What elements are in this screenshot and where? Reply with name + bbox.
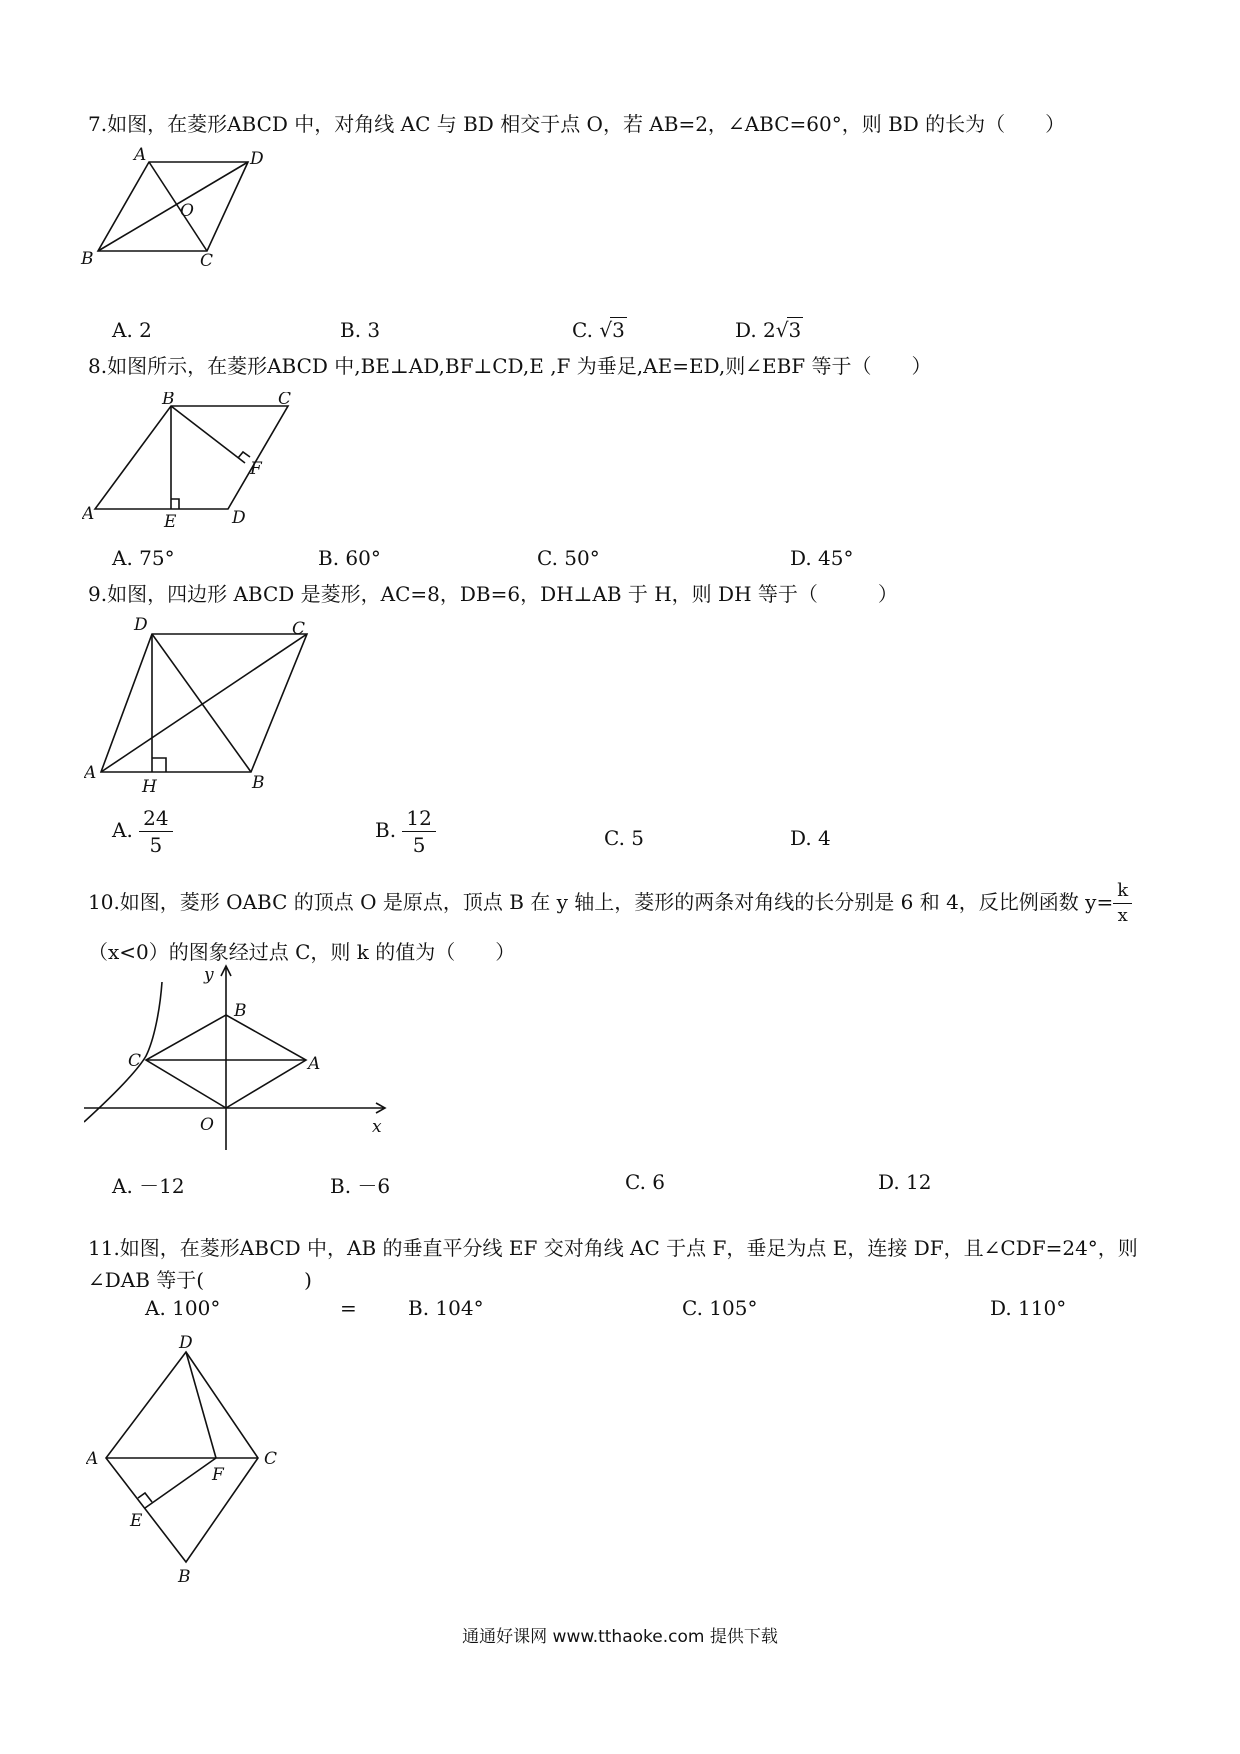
label-a: A: [84, 763, 97, 783]
label-y: y: [204, 965, 214, 985]
page-footer: 通通好课网 www.tthaoke.com 提供下载: [462, 1627, 778, 1647]
q10-fraction-k-over-x: $\frac{k}{x}$: [1113, 882, 1132, 925]
label-c: C: [292, 619, 306, 639]
q11-option-b[interactable]: B. 104°: [408, 1296, 484, 1320]
q8-option-a[interactable]: A. 75°: [112, 546, 175, 570]
q7-option-c-radicand: 3: [612, 318, 625, 342]
q7-option-a[interactable]: A. 2: [112, 318, 152, 342]
q9-option-a-prefix: A.: [112, 818, 140, 842]
diagonal-db: [152, 634, 251, 772]
q8-option-d[interactable]: D. 45°: [790, 546, 854, 570]
q10-option-a[interactable]: A. －12: [112, 1174, 185, 1198]
segment-df: [186, 1352, 216, 1458]
q9-option-b-fraction: $\frac{12}{5}$: [402, 808, 435, 855]
q9-option-d[interactable]: D. 4: [790, 826, 831, 850]
right-angle-f: [238, 452, 250, 458]
q8-option-b[interactable]: B. 60°: [318, 546, 381, 570]
label-b: B: [252, 773, 265, 793]
label-b: B: [234, 1001, 247, 1021]
q7-option-d-prefix: D. 2: [735, 318, 776, 342]
question-9-figure: [84, 612, 314, 802]
q8-option-c[interactable]: C. 50°: [537, 546, 600, 570]
right-angle-h: [152, 758, 166, 772]
label-x: x: [372, 1117, 382, 1137]
question-11-line-1: 11.如图，在菱形ABCD 中，AB 的垂直平分线 EF 交对角线 AC 于点 F，垂足为点 E，连接 DF，且∠CDF=24°，则: [88, 1236, 1138, 1260]
label-o: O: [180, 201, 194, 221]
q11-stray-mark: =: [340, 1296, 357, 1320]
label-e: E: [130, 1511, 143, 1531]
label-b: B: [81, 249, 94, 269]
q9-option-a-fraction: $\frac{24}{5}$: [139, 808, 172, 855]
label-f: F: [212, 1465, 224, 1485]
question-7-figure: [78, 140, 278, 272]
label-a: A: [134, 145, 147, 165]
label-o: O: [200, 1115, 214, 1135]
diagonal-bd: [98, 162, 248, 251]
q7-option-d[interactable]: D. 2√3: [735, 318, 802, 342]
label-a: A: [82, 504, 95, 524]
q9-option-c[interactable]: C. 5: [604, 826, 645, 850]
q7-option-d-radicand: 3: [788, 318, 802, 342]
question-8-text: 8.如图所示，在菱形ABCD 中,BE⊥AD,BF⊥CD,E ,F 为垂足,AE=ED,则∠EBF 等于（ ）: [88, 354, 932, 378]
label-b: B: [162, 392, 175, 409]
q9-option-b-prefix: B.: [375, 818, 403, 842]
label-h: H: [142, 777, 157, 797]
label-b: B: [178, 1567, 191, 1585]
q10-option-d[interactable]: D. 12: [878, 1170, 932, 1194]
label-d: D: [134, 615, 148, 635]
q9-option-b[interactable]: [375, 808, 436, 855]
q11-option-c[interactable]: C. 105°: [682, 1296, 758, 1320]
label-a: A: [86, 1449, 99, 1469]
label-c: C: [128, 1051, 142, 1071]
question-10-line-1: [88, 882, 1132, 925]
segment-bf: [171, 406, 245, 463]
rhombus-abcd: [106, 1352, 258, 1562]
label-d: D: [250, 149, 264, 169]
label-a: A: [308, 1054, 321, 1074]
q7-option-c[interactable]: C. √3: [572, 318, 625, 342]
label-c: C: [264, 1449, 278, 1469]
q10-option-c[interactable]: C. 6: [625, 1170, 666, 1194]
label-d: D: [179, 1333, 193, 1353]
segment-ef: [145, 1458, 216, 1508]
right-angle-e: [171, 499, 179, 509]
q11-option-a[interactable]: A. 100°: [145, 1296, 221, 1320]
question-9-text: 9.如图，四边形 ABCD 是菱形，AC=8，DB=6，DH⊥AB 于 H，则 DH 等于（ ）: [88, 582, 898, 606]
q7-option-c-prefix: C.: [572, 318, 600, 342]
label-e: E: [164, 512, 177, 530]
diagonal-ac: [149, 162, 207, 251]
hyperbola-curve: [84, 982, 162, 1122]
right-angle-e: [138, 1493, 152, 1502]
label-d: D: [232, 508, 246, 528]
question-11-figure: [86, 1330, 286, 1585]
q11-option-d[interactable]: D. 110°: [990, 1296, 1067, 1320]
label-f: F: [250, 459, 262, 479]
question-10-figure: [84, 960, 394, 1156]
question-10-text: 10.如图，菱形 OABC 的顶点 O 是原点，顶点 B 在 y 轴上，菱形的两条对角线的长分别是 6 和 4，反比例函数 y=: [88, 890, 1114, 914]
diagonal-ac: [101, 634, 307, 772]
question-11-line-2: ∠DAB 等于( ): [88, 1268, 312, 1292]
q10-option-b[interactable]: B. －6: [330, 1174, 391, 1198]
label-c: C: [278, 392, 292, 409]
q7-option-b[interactable]: B. 3: [340, 318, 381, 342]
question-7-text: 7.如图，在菱形ABCD 中，对角线 AC 与 BD 相交于点 O，若 AB=2，∠ABC=60°，则 BD 的长为（ ）: [88, 112, 1066, 136]
question-10-line-2: （x<0）的图象经过点 C，则 k 的值为（ ）: [88, 940, 516, 964]
q9-option-a[interactable]: [112, 808, 173, 855]
label-c: C: [200, 251, 214, 271]
question-8-figure: [82, 392, 292, 530]
